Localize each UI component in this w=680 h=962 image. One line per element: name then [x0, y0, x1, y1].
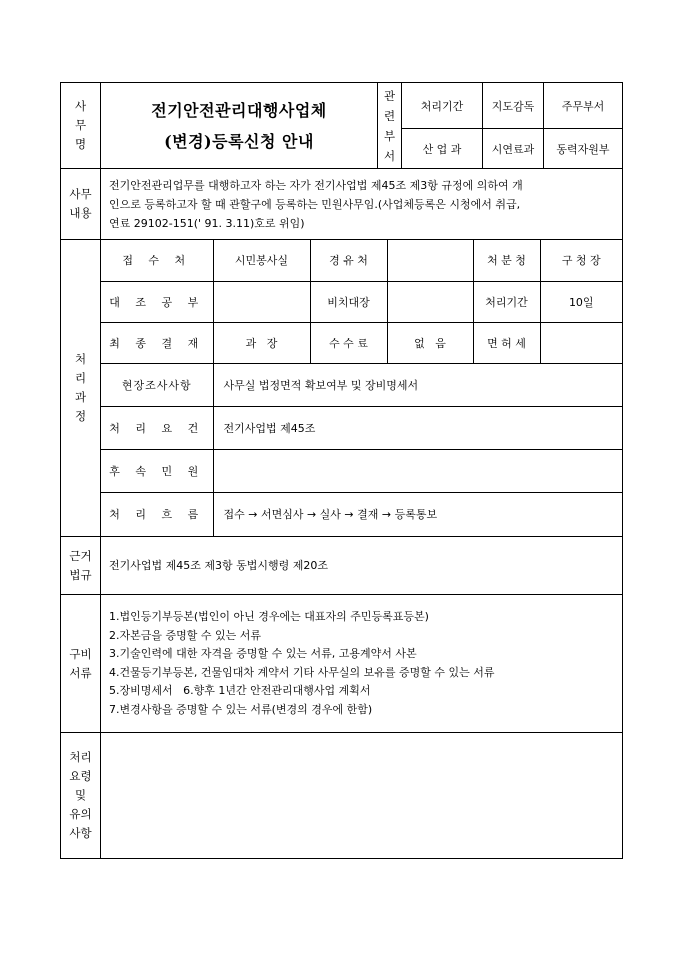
- document-item: 3.기술인력에 대한 자격을 증명할 수 있는 서류, 고용계약서 사본: [109, 647, 417, 660]
- license-tax-value: [540, 322, 622, 363]
- reception-value: 시민봉사실: [213, 240, 310, 281]
- requirement-label: 처 리 요 건: [101, 406, 213, 449]
- dept-processing: 처리기간: [402, 83, 483, 129]
- notes-label: 처리 요령 및 유의 사항: [61, 733, 101, 859]
- fee-value: 없 음: [387, 322, 473, 363]
- survey-value: 사무실 법정면적 확보여부 및 장비명세서: [213, 363, 622, 406]
- via-value: [387, 240, 473, 281]
- reception-label: 접 수 처: [101, 240, 213, 281]
- content-label: 사무 내용: [61, 169, 101, 240]
- documents-label: 구비 서류: [61, 595, 101, 733]
- final-approval-label: 최 종 결 재: [101, 322, 213, 363]
- dept-processing-value: 산 업 과: [402, 129, 483, 169]
- dept-supervision: 지도감독: [483, 83, 544, 129]
- guide-table: [60, 82, 623, 859]
- documents-list: [101, 595, 623, 733]
- via-label: 경 유 처: [310, 240, 387, 281]
- process-table: [101, 240, 622, 536]
- document-item: 1.법인등기부등본(법인이 아닌 경우에는 대표자의 주민등록표등본): [109, 610, 429, 623]
- license-tax-label: 면 허 세: [473, 322, 540, 363]
- ledger-value: [213, 281, 310, 322]
- law-text: 전기사업법 제45조 제3항 동법시행령 제20조: [101, 537, 623, 595]
- disposal-office-label: 처 분 청: [473, 240, 540, 281]
- ledger2-value: [387, 281, 473, 322]
- followup-label: 후 속 민 원: [101, 449, 213, 492]
- document-item: 5.장비명세서 6.향후 1년간 안전관리대행사업 계획서: [109, 684, 371, 697]
- related-dept-label: 관 련 부 서: [378, 83, 402, 169]
- requirement-value: 전기사업법 제45조: [213, 406, 622, 449]
- process-label: 처 리 과 정: [61, 240, 101, 537]
- flow-value: 접수 → 서면심사 → 실사 → 결재 → 등록통보: [223, 508, 438, 522]
- dept-main: 주무부서: [544, 83, 623, 129]
- final-approval-value: 과 장: [213, 322, 310, 363]
- page-title: 전기안전관리대행사업체 (변경)등록신청 안내: [101, 83, 378, 169]
- affair-name-label: 사 무 명: [61, 83, 101, 169]
- ledger2-label: 비치대장: [310, 281, 387, 322]
- dept-main-value: 동력자원부: [544, 129, 623, 169]
- ledger-label: 대 조 공 부: [101, 281, 213, 322]
- flow-label: 처 리 흐 름: [101, 492, 213, 536]
- document-item: 7.변경사항을 증명할 수 있는 서류(변경의 경우에 한함): [109, 702, 373, 716]
- disposal-office-value: 구 청 장: [540, 240, 622, 281]
- form-frame: [60, 82, 622, 859]
- period-label: 처리기간: [473, 281, 540, 322]
- period-value: 10일: [540, 281, 622, 322]
- dept-supervision-value: 시연료과: [483, 129, 544, 169]
- process-block: [101, 240, 623, 537]
- content-text: 전기안전관리업무를 대행하고자 하는 자가 전기사업법 제45조 제3항 규정에 의하여 개 인으로 등록하고자 할 때 관할구에 등록하는 민원사무임.(사업체등록은 시청에서 취급, 연료 29102-151(' 91. 3.11)호로 위임): [101, 169, 623, 240]
- document-item: 4.건물등기부등본, 건물임대차 계약서 기타 사무실의 보유를 증명할 수 있는 서류: [109, 665, 495, 679]
- document-item: 2.자본금을 증명할 수 있는 서류: [109, 628, 261, 642]
- fee-label: 수 수 료: [310, 322, 387, 363]
- notes-text: [101, 733, 623, 859]
- law-label: 근거 법규: [61, 537, 101, 595]
- survey-label: 현장조사사항: [101, 363, 213, 406]
- followup-value: [213, 449, 622, 492]
